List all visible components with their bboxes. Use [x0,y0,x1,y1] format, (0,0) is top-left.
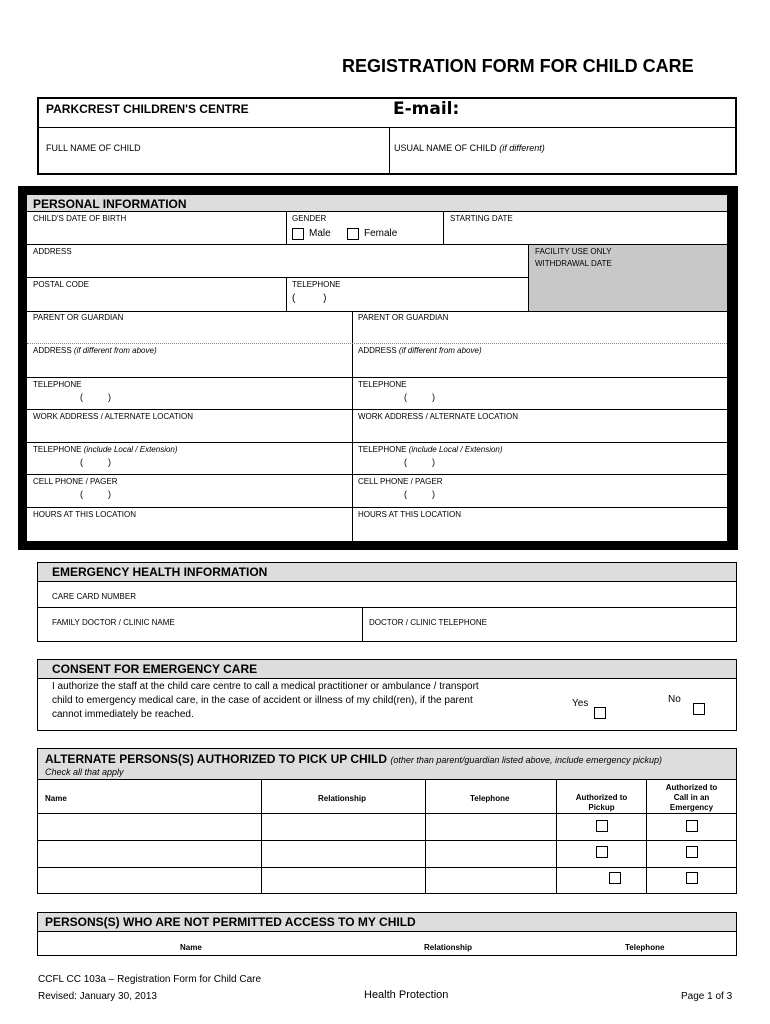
pickup-checkbox-1[interactable] [596,820,608,832]
footer-center: Health Protection [364,989,449,1001]
centre-name: PARKCREST CHILDREN'S CENTRE [46,102,249,116]
consent-heading: CONSENT FOR EMERGENCY CARE [52,662,258,676]
row-line [27,442,727,443]
telephone-field[interactable]: ( ) [292,293,327,304]
female-label: Female [364,228,398,239]
address-diff-label: ADDRESS [33,346,72,355]
hours-2-field[interactable]: HOURS AT THIS LOCATION [358,510,461,519]
emergency-heading: EMERGENCY HEALTH INFORMATION [52,565,268,579]
personal-heading: PERSONAL INFORMATION [33,197,187,211]
consent-line-1: I authorize the staff at the child care centre to call a medical practitioner or ambulance / transport [52,681,479,692]
doctor-tel-field[interactable]: DOCTOR / CLINIC TELEPHONE [369,618,487,627]
work-address-1-field[interactable]: WORK ADDRESS / ALTERNATE LOCATION [33,412,194,421]
row-line [27,377,727,378]
emergency-checkbox-2[interactable] [686,846,698,858]
emergency-checkbox-3[interactable] [686,872,698,884]
facility-use-label: FACILITY USE ONLY [535,247,612,256]
cell-1-label: CELL PHONE / PAGER [33,477,118,486]
starting-date-field[interactable]: STARTING DATE [450,214,513,223]
parent-1-field[interactable]: PARENT OR GUARDIAN [33,313,124,322]
row-line [27,311,727,312]
footer-form-id: CCFL CC 103a – Registration Form for Child Care [38,974,262,985]
tel-ext-label: TELEPHONE [358,445,407,454]
dob-field[interactable]: CHILD'S DATE OF BIRTH [33,214,127,223]
col-emerg-line1: Authorized to [665,783,718,792]
hours-1-field[interactable]: HOURS AT THIS LOCATION [33,510,136,519]
table-row[interactable] [38,841,736,867]
table-row[interactable] [38,868,736,893]
pickup-checkbox-3[interactable] [609,872,621,884]
care-card-field[interactable]: CARE CARD NUMBER [52,592,137,601]
telephone-label: TELEPHONE [292,280,341,289]
tel-ext-1-label [33,445,178,454]
tel-ext-note: (include Local / Extension) [83,445,178,454]
table-row[interactable] [38,814,736,840]
tel-ext-1-field[interactable]: ( ) [80,457,111,467]
address-diff-note: (if different from above) [73,346,157,355]
gender-label: GENDER [292,214,327,223]
row-line [38,779,736,780]
pickup-checkbox-2[interactable] [596,846,608,858]
np-col-name: Name [180,943,202,952]
col-relationship: Relationship [318,794,367,803]
withdrawal-date-label: WITHDRAWAL DATE [535,259,612,268]
col-emerg-line2: Call in an [673,793,710,802]
cell-2-label: CELL PHONE / PAGER [358,477,443,486]
no-label: No [668,694,681,705]
alternate-heading-note: (other than parent/guardian listed above, include emergency pickup) [390,755,663,765]
col-line [443,211,444,244]
consent-line-3: cannot immediately be reached. [52,709,194,720]
email-label[interactable]: E-mail: [393,99,460,119]
yes-checkbox[interactable] [594,707,606,719]
col-telephone: Telephone [470,794,510,803]
form-title: REGISTRATION FORM FOR CHILD CARE [342,56,694,76]
yes-label: Yes [572,698,589,709]
no-checkbox[interactable] [693,703,705,715]
header-vdivider [389,128,390,174]
address-diff-note: (if different from above) [398,346,482,355]
telephone-1-field[interactable]: ( ) [80,392,111,402]
consent-text [52,680,479,722]
parent-2-field[interactable]: PARENT OR GUARDIAN [358,313,449,322]
row-line [38,678,736,679]
row-line [27,474,727,475]
alternate-heading-text: ALTERNATE PERSONS(S) AUTHORIZED TO PICK UP CHILD [45,752,388,766]
row-line [27,507,727,508]
telephone-2-field[interactable]: ( ) [404,392,435,402]
footer-page: Page 1 of 3 [681,991,733,1002]
tel-ext-note: (include Local / Extension) [408,445,503,454]
not-permitted-heading: PERSONS(S) WHO ARE NOT PERMITTED ACCESS TO MY CHILD [45,915,416,929]
row-line [27,409,727,410]
cell-2-field[interactable]: ( ) [404,489,435,499]
tel-ext-label: TELEPHONE [33,445,82,454]
address-diff-2-field[interactable] [358,346,482,355]
full-name-field[interactable]: FULL NAME OF CHILD [46,143,141,153]
address-diff-label: ADDRESS [358,346,397,355]
female-checkbox[interactable] [347,228,359,240]
row-line [27,211,727,212]
postal-code-field[interactable]: POSTAL CODE [33,280,90,289]
col-line [528,244,529,311]
work-address-2-field[interactable]: WORK ADDRESS / ALTERNATE LOCATION [358,412,519,421]
cell-1-field[interactable]: ( ) [80,489,111,499]
col-emerg-line3: Emergency [669,803,714,812]
col-name: Name [45,794,67,803]
row-line [27,277,528,278]
address-diff-1-field[interactable] [33,346,157,355]
row-line [38,581,736,582]
np-col-telephone: Telephone [625,943,665,952]
address-field[interactable]: ADDRESS [33,247,72,256]
col-line [286,277,287,311]
telephone-2-label: TELEPHONE [358,380,407,389]
np-col-relationship: Relationship [424,943,473,952]
usual-name-label: USUAL NAME OF CHILD [394,143,497,153]
col-pickup-line1: Authorized to [575,793,628,802]
tel-ext-2-field[interactable]: ( ) [404,457,435,467]
col-pickup-line2: Pickup [588,803,615,812]
tel-ext-2-label [358,445,503,454]
col-emergency [647,783,736,813]
emergency-checkbox-1[interactable] [686,820,698,832]
row-line [38,607,736,608]
col-line [362,607,363,641]
male-checkbox[interactable] [292,228,304,240]
row-line [38,931,736,932]
header-divider [38,127,736,128]
dotted-line [27,343,727,344]
check-all-label: Check all that apply [45,767,124,777]
col-pickup [557,793,646,813]
alternate-heading [45,752,662,766]
doctor-field[interactable]: FAMILY DOCTOR / CLINIC NAME [52,618,175,627]
col-line [286,211,287,244]
footer-revised: Revised: January 30, 2013 [38,991,157,1002]
telephone-1-label: TELEPHONE [33,380,82,389]
consent-line-2: child to emergency medical care, in the case of accident or illness of my child(ren), if the parent [52,695,473,706]
usual-name-field[interactable] [394,143,545,153]
male-label: Male [309,228,331,239]
usual-name-note: (if different) [499,143,545,153]
